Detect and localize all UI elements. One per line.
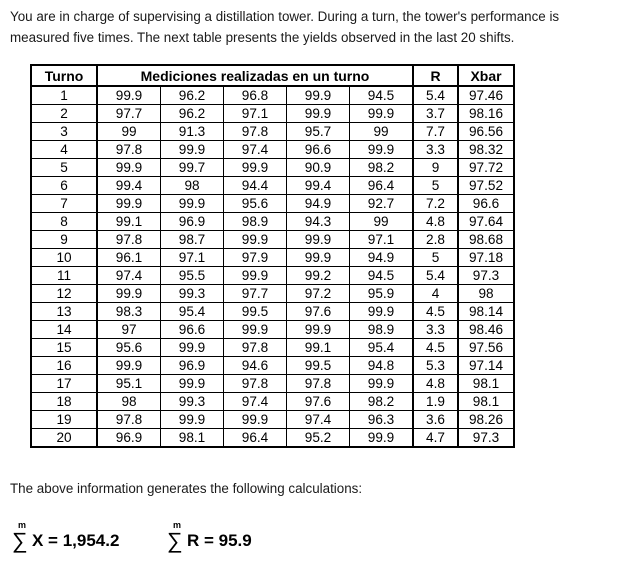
cell-m3: 97.8: [224, 375, 287, 393]
cell-r: 3.3: [413, 321, 458, 339]
cell-m4: 99.1: [287, 339, 350, 357]
sum-r-upper-limit: m: [173, 520, 182, 530]
cell-m4: 95.7: [287, 123, 350, 141]
cell-turno: 2: [31, 105, 97, 123]
cell-r: 3.7: [413, 105, 458, 123]
cell-r: 4.5: [413, 339, 458, 357]
cell-m5: 99.9: [350, 105, 414, 123]
cell-m4: 94.9: [287, 195, 350, 213]
sigma-icon: ∑: [12, 528, 28, 553]
cell-r: 4.5: [413, 303, 458, 321]
cell-m5: 97.1: [350, 231, 414, 249]
cell-turno: 6: [31, 177, 97, 195]
cell-turno: 7: [31, 195, 97, 213]
table-row: [31, 195, 514, 213]
table-row: [31, 303, 514, 321]
cell-turno: 11: [31, 267, 97, 285]
table-body: [31, 86, 514, 447]
cell-m3: 97.9: [224, 249, 287, 267]
cell-xbar: 98.32: [458, 141, 514, 159]
cell-m3: 95.6: [224, 195, 287, 213]
cell-xbar: 96.6: [458, 195, 514, 213]
cell-m3: 97.1: [224, 105, 287, 123]
cell-m5: 99: [350, 123, 414, 141]
cell-turno: 10: [31, 249, 97, 267]
cell-m1: 95.6: [97, 339, 161, 357]
cell-m5: 98.9: [350, 321, 414, 339]
cell-m3: 99.9: [224, 231, 287, 249]
cell-xbar: 98.1: [458, 393, 514, 411]
table-row: [31, 213, 514, 231]
table-row: [31, 123, 514, 141]
intro-paragraph: [10, 6, 610, 48]
yields-table: [30, 64, 515, 448]
cell-m1: 97.8: [97, 411, 161, 429]
cell-turno: 14: [31, 321, 97, 339]
cell-r: 3.3: [413, 141, 458, 159]
cell-m1: 99.9: [97, 159, 161, 177]
cell-m5: 99.9: [350, 375, 414, 393]
cell-xbar: 96.56: [458, 123, 514, 141]
cell-xbar: 97.14: [458, 357, 514, 375]
cell-m1: 99.1: [97, 213, 161, 231]
cell-m2: 99.9: [161, 411, 224, 429]
cell-m3: 99.9: [224, 321, 287, 339]
cell-m4: 99.9: [287, 105, 350, 123]
cell-m3: 99.5: [224, 303, 287, 321]
cell-m2: 96.9: [161, 213, 224, 231]
cell-r: 4.8: [413, 375, 458, 393]
cell-xbar: 98.26: [458, 411, 514, 429]
table-row: [31, 429, 514, 448]
cell-m4: 99.2: [287, 267, 350, 285]
cell-turno: 19: [31, 411, 97, 429]
cell-m5: 94.8: [350, 357, 414, 375]
table-row: [31, 141, 514, 159]
cell-m3: 96.8: [224, 86, 287, 105]
cell-m1: 98.3: [97, 303, 161, 321]
cell-m2: 99.7: [161, 159, 224, 177]
calculations-intro: The above information generates the following calculations:: [10, 481, 363, 496]
table-row: [31, 339, 514, 357]
cell-xbar: 97.46: [458, 86, 514, 105]
cell-m4: 97.8: [287, 375, 350, 393]
cell-turno: 5: [31, 159, 97, 177]
cell-m1: 97.8: [97, 141, 161, 159]
cell-turno: 3: [31, 123, 97, 141]
table-row: [31, 105, 514, 123]
cell-m4: 97.4: [287, 411, 350, 429]
cell-m2: 95.5: [161, 267, 224, 285]
cell-m3: 97.4: [224, 141, 287, 159]
cell-m1: 99.9: [97, 357, 161, 375]
table-row: [31, 285, 514, 303]
cell-m4: 94.3: [287, 213, 350, 231]
cell-m4: 99.9: [287, 231, 350, 249]
cell-m2: 99.9: [161, 339, 224, 357]
cell-m2: 96.9: [161, 357, 224, 375]
cell-m3: 98.9: [224, 213, 287, 231]
table-row: [31, 393, 514, 411]
cell-r: 5: [413, 177, 458, 195]
cell-m1: 97.8: [97, 231, 161, 249]
cell-turno: 16: [31, 357, 97, 375]
table-row: [31, 375, 514, 393]
table-row: [31, 357, 514, 375]
cell-m2: 98: [161, 177, 224, 195]
cell-m5: 96.4: [350, 177, 414, 195]
cell-m5: 95.9: [350, 285, 414, 303]
cell-r: 4.8: [413, 213, 458, 231]
cell-m4: 99.4: [287, 177, 350, 195]
cell-m4: 90.9: [287, 159, 350, 177]
cell-m2: 96.6: [161, 321, 224, 339]
cell-m2: 97.1: [161, 249, 224, 267]
cell-turno: 20: [31, 429, 97, 448]
cell-xbar: 98.68: [458, 231, 514, 249]
header-mediciones: Mediciones realizadas en un turno: [97, 65, 413, 86]
cell-m5: 98.2: [350, 393, 414, 411]
sum-x-upper-limit: m: [18, 520, 27, 530]
cell-r: 5.4: [413, 267, 458, 285]
cell-m4: 99.9: [287, 321, 350, 339]
cell-turno: 17: [31, 375, 97, 393]
cell-m2: 99.9: [161, 375, 224, 393]
cell-xbar: 97.64: [458, 213, 514, 231]
table-header-row: [31, 65, 514, 86]
cell-m4: 97.6: [287, 393, 350, 411]
cell-m2: 96.2: [161, 86, 224, 105]
cell-m2: 98.7: [161, 231, 224, 249]
cell-xbar: 97.52: [458, 177, 514, 195]
cell-m1: 98: [97, 393, 161, 411]
cell-r: 5.4: [413, 86, 458, 105]
cell-m5: 96.3: [350, 411, 414, 429]
cell-xbar: 98.1: [458, 375, 514, 393]
cell-m2: 99.3: [161, 285, 224, 303]
cell-m1: 97.4: [97, 267, 161, 285]
cell-m1: 97.7: [97, 105, 161, 123]
cell-r: 3.6: [413, 411, 458, 429]
cell-m5: 94.5: [350, 267, 414, 285]
cell-m5: 99.9: [350, 141, 414, 159]
cell-turno: 8: [31, 213, 97, 231]
cell-turno: 18: [31, 393, 97, 411]
cell-m2: 91.3: [161, 123, 224, 141]
cell-r: 2.8: [413, 231, 458, 249]
cell-m3: 99.9: [224, 267, 287, 285]
table-row: [31, 321, 514, 339]
cell-turno: 13: [31, 303, 97, 321]
cell-m5: 94.9: [350, 249, 414, 267]
cell-m2: 95.4: [161, 303, 224, 321]
sigma-icon: ∑: [167, 528, 183, 553]
cell-m3: 94.4: [224, 177, 287, 195]
table-row: [31, 177, 514, 195]
cell-m1: 99.9: [97, 86, 161, 105]
cell-r: 1.9: [413, 393, 458, 411]
cell-m1: 96.9: [97, 429, 161, 448]
cell-m5: 95.4: [350, 339, 414, 357]
cell-m5: 98.2: [350, 159, 414, 177]
cell-xbar: 98.16: [458, 105, 514, 123]
cell-xbar: 97.72: [458, 159, 514, 177]
cell-xbar: 98: [458, 285, 514, 303]
table-row: [31, 411, 514, 429]
cell-m2: 99.3: [161, 393, 224, 411]
table-row: [31, 86, 514, 105]
intro-line-2: measured five times. The next table presents the yields observed in the last 20 shifts.: [10, 30, 515, 45]
cell-m5: 99.9: [350, 429, 414, 448]
cell-m1: 99.9: [97, 195, 161, 213]
cell-xbar: 97.18: [458, 249, 514, 267]
cell-m1: 97: [97, 321, 161, 339]
cell-m5: 94.5: [350, 86, 414, 105]
cell-m4: 99.5: [287, 357, 350, 375]
cell-m4: 95.2: [287, 429, 350, 448]
sum-r-expression: R = 95.9: [187, 531, 252, 550]
cell-m3: 97.4: [224, 393, 287, 411]
cell-r: 9: [413, 159, 458, 177]
cell-xbar: 98.46: [458, 321, 514, 339]
cell-xbar: 97.56: [458, 339, 514, 357]
header-r: R: [413, 65, 458, 86]
summation-formulas: [12, 520, 412, 560]
cell-turno: 4: [31, 141, 97, 159]
cell-m3: 97.7: [224, 285, 287, 303]
cell-turno: 1: [31, 86, 97, 105]
cell-m1: 99.4: [97, 177, 161, 195]
cell-turno: 9: [31, 231, 97, 249]
cell-m3: 97.8: [224, 339, 287, 357]
table-row: [31, 231, 514, 249]
cell-m1: 99: [97, 123, 161, 141]
cell-turno: 15: [31, 339, 97, 357]
cell-m1: 96.1: [97, 249, 161, 267]
cell-r: 5: [413, 249, 458, 267]
cell-m3: 96.4: [224, 429, 287, 448]
cell-r: 7.2: [413, 195, 458, 213]
cell-m1: 95.1: [97, 375, 161, 393]
cell-r: 7.7: [413, 123, 458, 141]
cell-m4: 99.9: [287, 249, 350, 267]
table-row: [31, 249, 514, 267]
cell-m2: 99.9: [161, 195, 224, 213]
cell-m2: 96.2: [161, 105, 224, 123]
header-xbar: Xbar: [458, 65, 514, 86]
cell-m3: 94.6: [224, 357, 287, 375]
cell-m3: 99.9: [224, 159, 287, 177]
cell-m5: 99.9: [350, 303, 414, 321]
cell-m5: 99: [350, 213, 414, 231]
intro-line-1: You are in charge of supervising a distillation tower. During a turn, the tower's performance is: [10, 9, 560, 24]
cell-r: 5.3: [413, 357, 458, 375]
cell-xbar: 97.3: [458, 429, 514, 448]
cell-xbar: 98.14: [458, 303, 514, 321]
cell-m2: 98.1: [161, 429, 224, 448]
cell-m4: 97.2: [287, 285, 350, 303]
cell-m1: 99.9: [97, 285, 161, 303]
sum-x-expression: X = 1,954.2: [32, 531, 120, 550]
cell-m4: 96.6: [287, 141, 350, 159]
cell-xbar: 97.3: [458, 267, 514, 285]
cell-r: 4: [413, 285, 458, 303]
table-row: [31, 267, 514, 285]
cell-m3: 97.8: [224, 123, 287, 141]
header-turno: Turno: [31, 65, 97, 86]
cell-m4: 97.6: [287, 303, 350, 321]
cell-m2: 99.9: [161, 141, 224, 159]
cell-turno: 12: [31, 285, 97, 303]
cell-m3: 99.9: [224, 411, 287, 429]
table-row: [31, 159, 514, 177]
cell-r: 4.7: [413, 429, 458, 448]
cell-m5: 92.7: [350, 195, 414, 213]
cell-m4: 99.9: [287, 86, 350, 105]
